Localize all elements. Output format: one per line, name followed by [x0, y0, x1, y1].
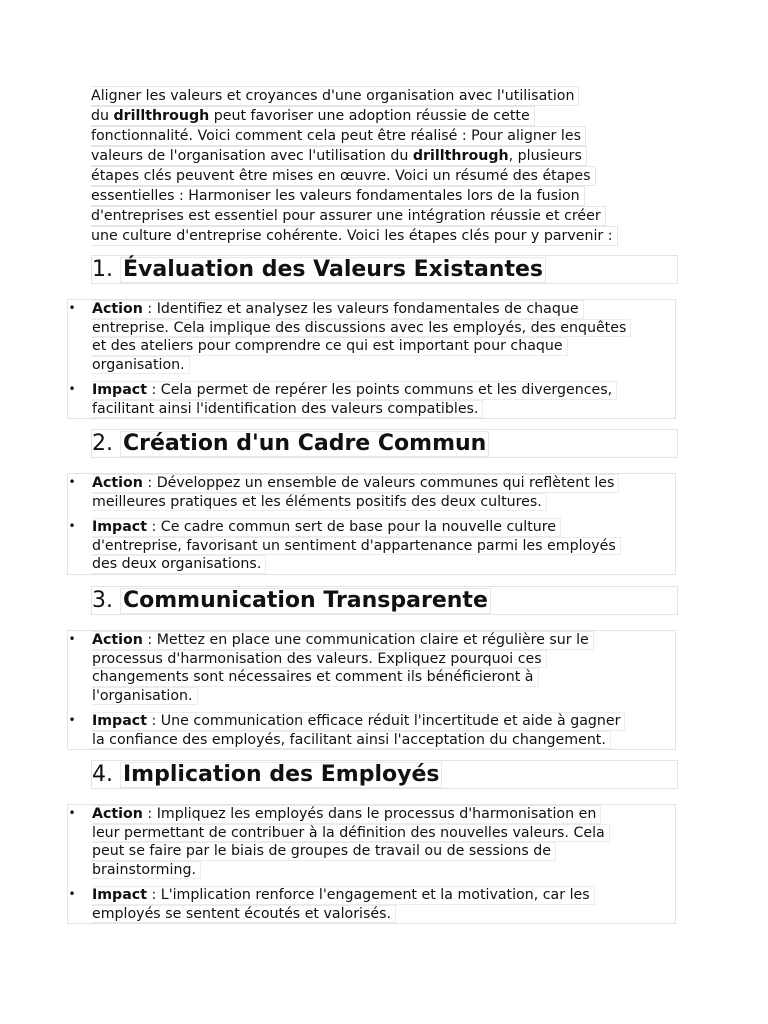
list-item-impact [68, 381, 675, 418]
list-item-action [68, 474, 675, 511]
intro-paragraph [91, 86, 671, 246]
section-heading-1 [91, 255, 678, 284]
item-label: Impact [92, 519, 147, 535]
intro-line: Aligner les valeurs et croyances d'une organisation avec l'utilisation [91, 86, 671, 106]
keyword-drillthrough: drillthrough [113, 108, 210, 124]
list-item-impact [68, 886, 675, 923]
section-heading-4 [91, 760, 678, 789]
item-line: Action : Impliquez les employés dans le processus d'harmonisation en [92, 805, 601, 824]
intro-line: fonctionnalité. Voici comment cela peut être réalisé : Pour aligner les [91, 126, 671, 146]
item-line: et des ateliers pour comprendre ce qui est important pour chaque [92, 337, 568, 356]
section-title: Création d'un Cadre Commun [120, 431, 489, 457]
item-label: Action [92, 301, 143, 317]
bullet-icon: • [68, 806, 76, 820]
intro-line: du drillthrough peut favoriser une adoption réussie de cette [91, 106, 671, 126]
item-line: processus d'harmonisation des valeurs. Expliquez pourquoi ces [92, 650, 547, 669]
item-line: facilitant ainsi l'identification des valeurs compatibles. [92, 400, 483, 419]
intro-line: valeurs de l'organisation avec l'utilisation du drillthrough, plusieurs [91, 146, 671, 166]
section-3-list [67, 630, 676, 750]
item-line: meilleures pratiques et les éléments positifs des deux cultures. [92, 493, 547, 512]
bullet-icon: • [68, 519, 76, 533]
intro-line: étapes clés peuvent être mises en œuvre. Voici un résumé des étapes [91, 166, 671, 186]
bullet-icon: • [68, 887, 76, 901]
item-line: organisation. [92, 356, 190, 375]
item-label: Impact [92, 382, 147, 398]
bullet-icon: • [68, 301, 76, 315]
section-number: 1. [92, 257, 113, 282]
section-1-list [67, 299, 676, 419]
section-title: Évaluation des Valeurs Existantes [120, 257, 546, 283]
bullet-icon: • [68, 632, 76, 646]
section-2-list [67, 473, 676, 575]
section-heading-3 [91, 586, 678, 615]
item-label: Impact [92, 713, 147, 729]
bullet-icon: • [68, 713, 76, 727]
section-title: Implication des Employés [120, 762, 442, 788]
item-line: Action : Développez un ensemble de valeurs communes qui reflètent les [92, 474, 619, 493]
list-item-impact [68, 518, 675, 574]
item-line: leur permettant de contribuer à la définition des nouvelles valeurs. Cela [92, 824, 610, 843]
intro-line: d'entreprises est essentiel pour assurer une intégration réussie et créer [91, 206, 671, 226]
list-item-action [68, 805, 675, 879]
item-label: Action [92, 475, 143, 491]
list-item-action [68, 631, 675, 705]
section-number: 4. [92, 762, 113, 787]
section-number: 3. [92, 588, 113, 613]
item-line: des deux organisations. [92, 555, 266, 574]
section-number: 2. [92, 431, 113, 456]
bullet-icon: • [68, 475, 76, 489]
list-item-action [68, 300, 675, 374]
item-line: changements sont nécessaires et comment ils bénéficieront à [92, 668, 539, 687]
item-line: Action : Identifiez et analysez les valeurs fondamentales de chaque [92, 300, 584, 319]
item-line: Impact : Une communication efficace réduit l'incertitude et aide à gagner [92, 712, 625, 731]
section-title: Communication Transparente [120, 588, 491, 614]
item-line: Impact : Cela permet de repérer les points communs et les divergences, [92, 381, 617, 400]
item-line: Impact : L'implication renforce l'engagement et la motivation, car les [92, 886, 595, 905]
section-heading-2 [91, 429, 678, 458]
item-line: l'organisation. [92, 687, 198, 706]
item-label: Impact [92, 887, 147, 903]
bullet-icon: • [68, 382, 76, 396]
intro-line: une culture d'entreprise cohérente. Voici les étapes clés pour y parvenir : [91, 226, 671, 246]
item-line: Action : Mettez en place une communication claire et régulière sur le [92, 631, 594, 650]
intro-line: essentielles : Harmoniser les valeurs fondamentales lors de la fusion [91, 186, 671, 206]
item-line: la confiance des employés, facilitant ainsi l'acceptation du changement. [92, 731, 611, 750]
item-line: Impact : Ce cadre commun sert de base pour la nouvelle culture [92, 518, 561, 537]
keyword-drillthrough: drillthrough [412, 148, 509, 164]
list-item-impact [68, 712, 675, 749]
item-line: entreprise. Cela implique des discussions avec les employés, des enquêtes [92, 319, 631, 338]
item-line: d'entreprise, favorisant un sentiment d'appartenance parmi les employés [92, 537, 621, 556]
section-4-list [67, 804, 676, 924]
item-label: Action [92, 806, 143, 822]
item-line: employés se sentent écoutés et valorisés. [92, 905, 396, 924]
item-line: peut se faire par le biais de groupes de travail ou de sessions de [92, 842, 556, 861]
item-line: brainstorming. [92, 861, 201, 880]
item-label: Action [92, 632, 143, 648]
